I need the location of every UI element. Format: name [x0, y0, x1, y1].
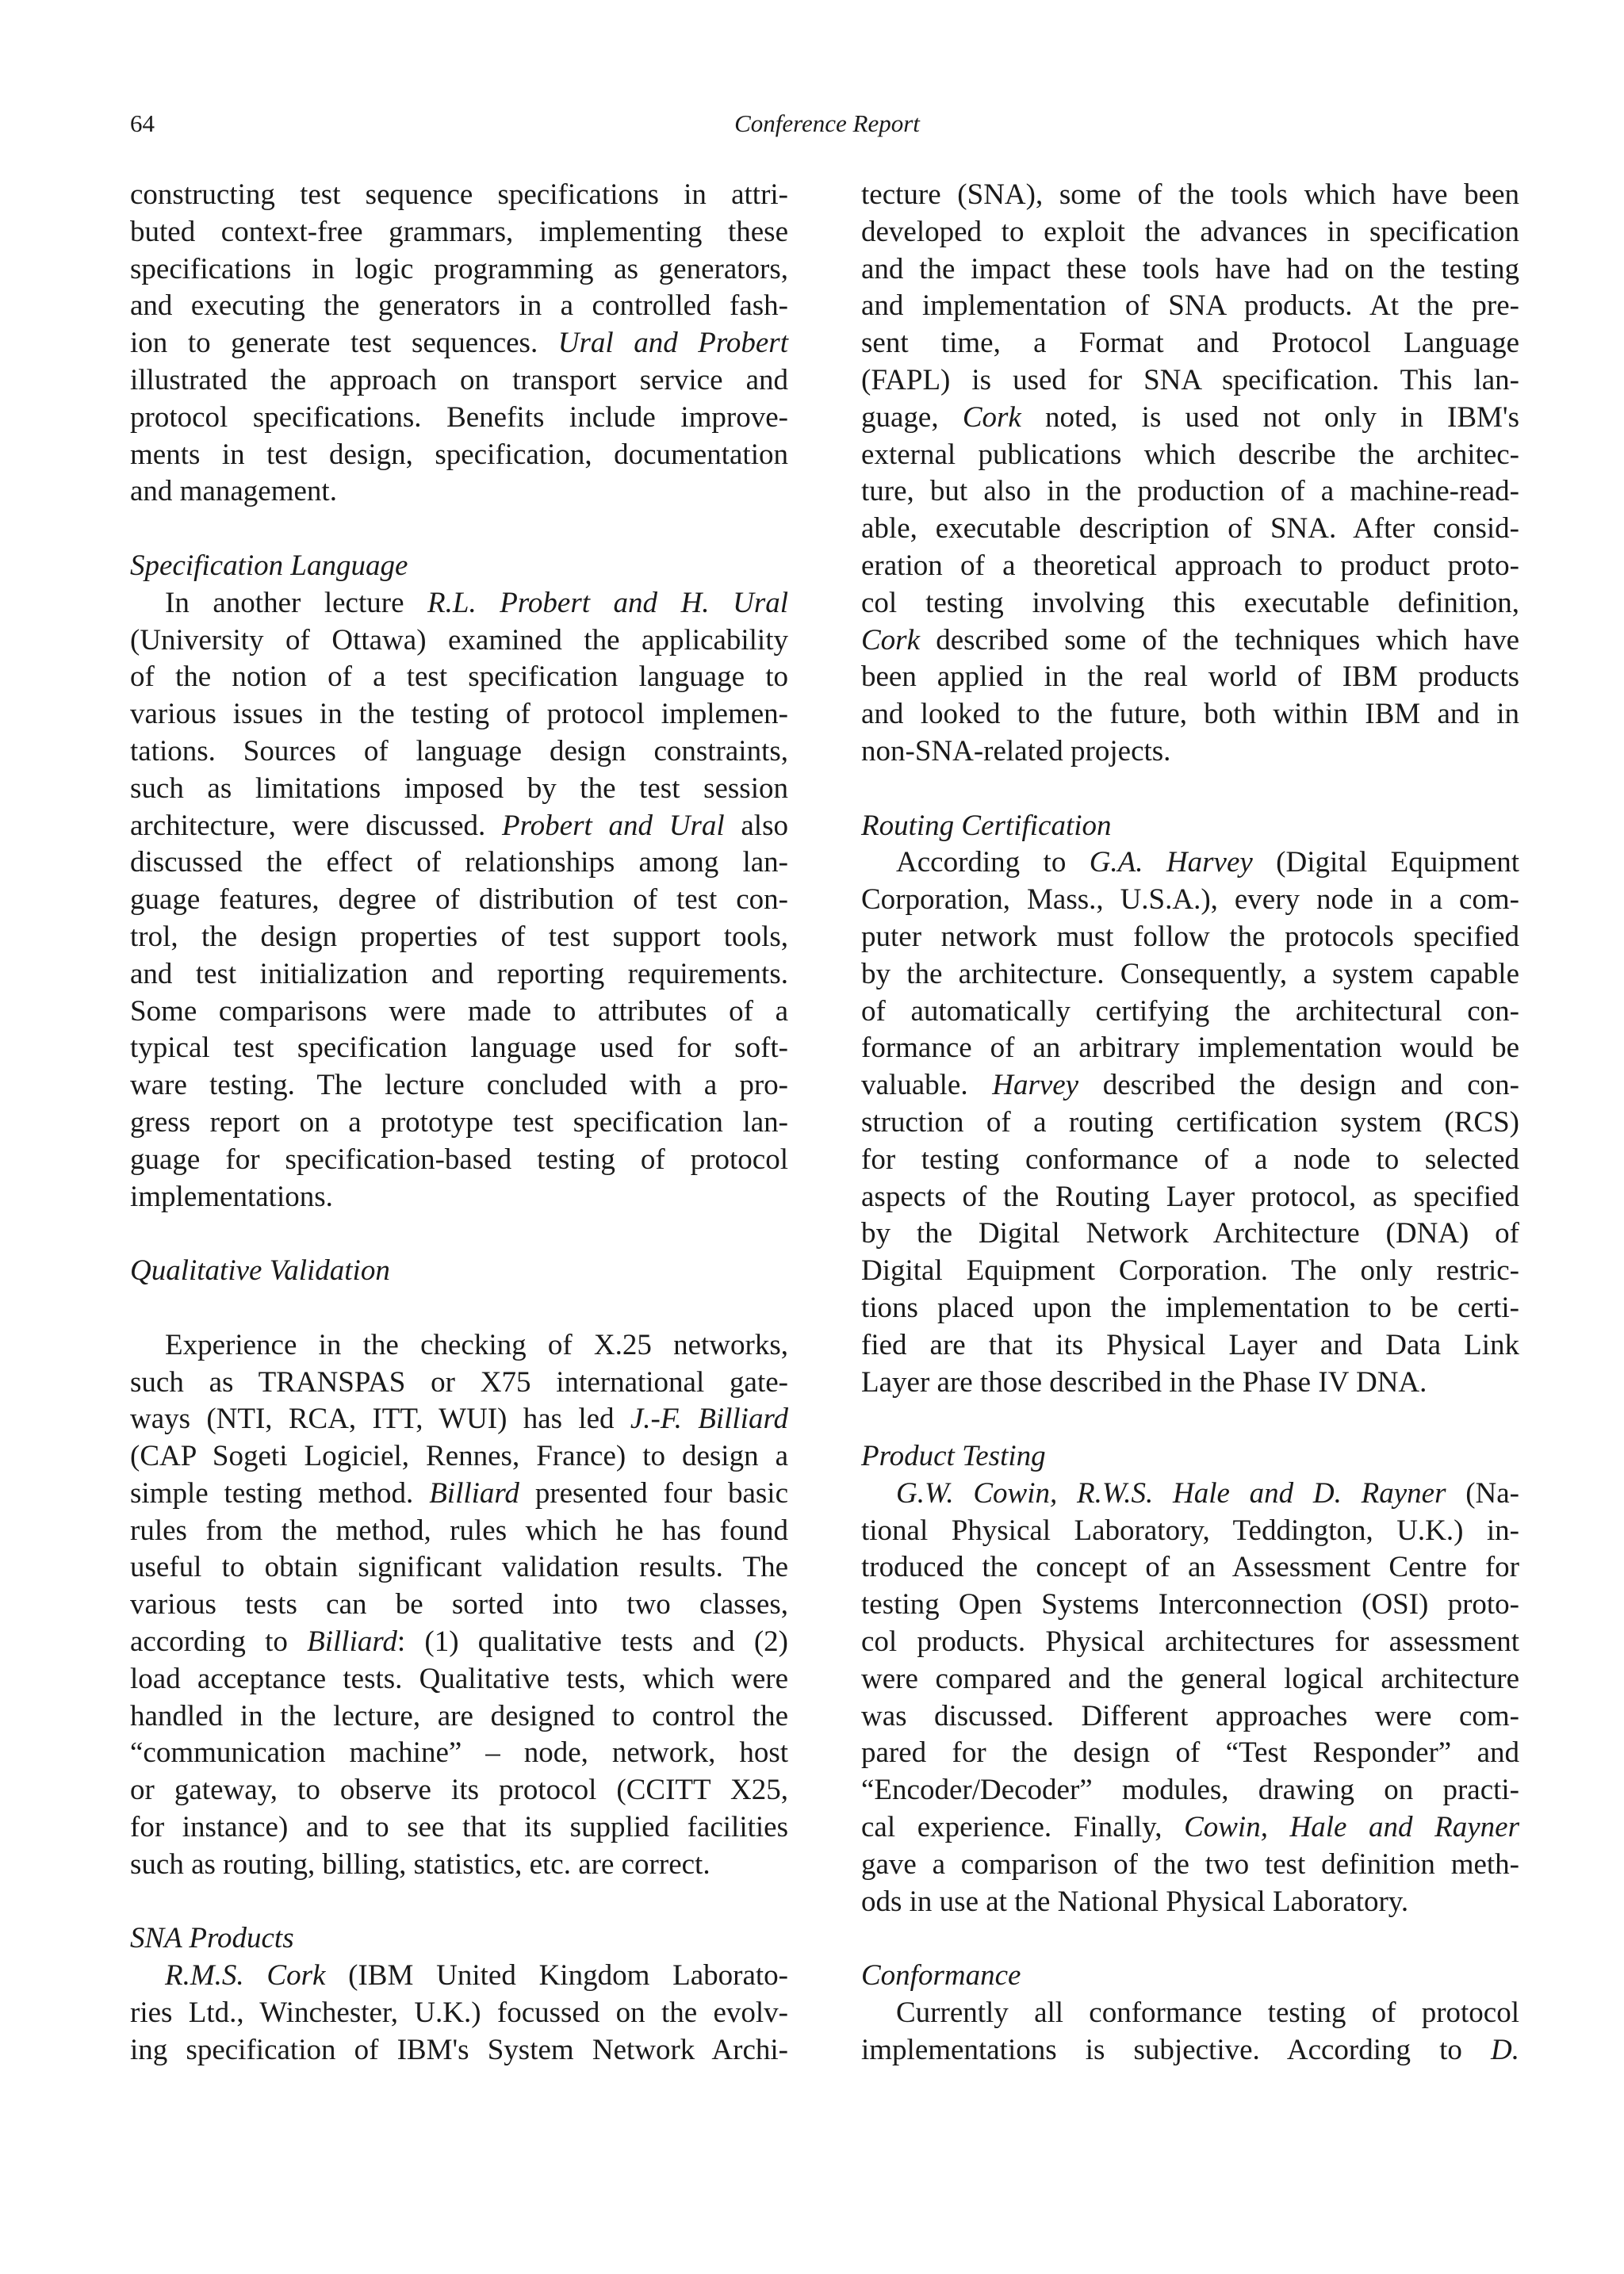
text-run: such as TRANSPAS or X75 international gate- [130, 1365, 788, 1399]
text-run: rules from the method, rules which he has found [130, 1514, 788, 1547]
text-run: valuable. [861, 1069, 993, 1102]
text-run: cal experience. Finally, [861, 1811, 1185, 1844]
section-heading: Product Testing [861, 1440, 1046, 1473]
text-run: described some of the techniques which have [920, 623, 1519, 657]
text-run: various issues in the testing of protocol implemen- [130, 698, 788, 731]
italic-name: Cork [962, 400, 1021, 434]
text-line [861, 1030, 1519, 1067]
text-run: ware testing. The lecture concluded with a pro- [130, 1069, 788, 1102]
text-line [861, 1847, 1519, 1884]
text-line [861, 548, 1519, 585]
text-line [130, 1476, 788, 1513]
text-run: Experience in the checking of X.25 networks, [165, 1328, 788, 1361]
text-line [130, 1847, 788, 1884]
text-line [130, 771, 788, 808]
text-line [861, 288, 1519, 325]
text-run: ods in use at the National Physical Laboratory. [861, 1885, 1409, 1918]
text-line [861, 1513, 1519, 1550]
paragraph [861, 844, 1519, 1401]
text-line [861, 1809, 1519, 1847]
text-line [861, 585, 1519, 622]
text-line [130, 2032, 788, 2069]
text-run: and the impact these tools have had on the testing [861, 252, 1519, 285]
text-line [130, 1401, 788, 1438]
italic-name: R.M.S. Cork [165, 1959, 326, 1993]
section-heading: Qualitative Validation [130, 1254, 390, 1288]
text-run: ture, but also in the production of a machine-read- [861, 475, 1519, 508]
text-line [861, 177, 1519, 214]
text-run: constructing test sequence specifications in attri- [130, 178, 788, 211]
text-run: and executing the generators in a controlled fash- [130, 289, 788, 323]
text-line [861, 993, 1519, 1031]
text-run: able, executable description of SNA. After consid- [861, 512, 1519, 546]
text-run: ments in test design, specification, documentation [130, 438, 788, 471]
text-line [861, 214, 1519, 251]
text-line [130, 400, 788, 437]
text-run: Layer are those described in the Phase IV DNA. [861, 1365, 1427, 1399]
section-heading: Conformance [861, 1959, 1021, 1993]
text-run: implementations. [130, 1180, 333, 1213]
text-line [861, 1772, 1519, 1809]
text-run: various tests can be sorted into two classes, [130, 1588, 788, 1621]
text-run: (CAP Sogeti Logiciel, Rennes, France) to design a [130, 1440, 788, 1473]
text-run: such as routing, billing, statistics, etc. are correct. [130, 1847, 710, 1881]
italic-name: R.L. Probert and H. Ural [427, 586, 788, 619]
text-line [861, 1549, 1519, 1587]
text-run: tional Physical Laboratory, Teddington, U.K.) in- [861, 1514, 1519, 1547]
text-line [130, 1549, 788, 1587]
paragraph [861, 1995, 1519, 2069]
text-run: for instance) and to see that its supplied facilities [130, 1811, 788, 1844]
text-line [861, 1476, 1519, 1513]
text-line [130, 325, 788, 362]
text-run: Currently all conformance testing of protocol [896, 1996, 1519, 2030]
text-line [130, 1661, 788, 1698]
text-run: aspects of the Routing Layer protocol, as specified [861, 1180, 1519, 1213]
text-run: “communication machine” – node, network, host [130, 1736, 788, 1770]
text-run: troduced the concept of an Assessment Centre for [861, 1551, 1519, 1584]
right-column [861, 177, 1519, 2069]
text-run: fied are that its Physical Layer and Data Link [861, 1328, 1519, 1361]
text-run: guage, [861, 400, 963, 434]
text-line [861, 473, 1519, 511]
text-line [861, 1179, 1519, 1216]
paragraph [130, 585, 788, 1216]
text-line [130, 1772, 788, 1809]
text-run: gave a comparison of the two test definition meth- [861, 1847, 1519, 1881]
text-run: gress report on a prototype test specification lan- [130, 1105, 788, 1139]
text-run: struction of a routing certification system (RCS) [861, 1105, 1519, 1139]
text-run: “Encoder/Decoder” modules, drawing on practi- [861, 1774, 1519, 1807]
italic-name: Cowin, Hale and Rayner [1184, 1811, 1519, 1844]
text-run: was discussed. Different approaches were com- [861, 1699, 1519, 1732]
text-run: testing Open Systems Interconnection (OSI) proto- [861, 1588, 1519, 1621]
text-line [130, 1513, 788, 1550]
text-run: (University of Ottawa) examined the applicability [130, 623, 788, 657]
text-line [861, 622, 1519, 660]
text-line [130, 473, 788, 511]
text-run: ion to generate test sequences. [130, 327, 558, 360]
text-line [130, 585, 788, 622]
text-line [130, 1809, 788, 1847]
text-line [861, 733, 1519, 771]
text-run: col testing involving this executable definition, [861, 586, 1519, 619]
section-heading: Routing Certification [861, 809, 1112, 842]
italic-name: Harvey [992, 1069, 1079, 1102]
text-run: ways (NTI, RCA, ITT, WUI) has led [130, 1403, 630, 1436]
running-head: Conference Report [734, 109, 920, 137]
text-line [861, 511, 1519, 548]
text-run: or gateway, to observe its protocol (CCITT X25, [130, 1774, 788, 1807]
text-line [861, 1661, 1519, 1698]
text-run: (FAPL) is used for SNA specification. This lan- [861, 363, 1519, 396]
text-line [861, 1884, 1519, 1921]
text-run: (Digital Equipment [1252, 846, 1519, 879]
text-run: eration of a theoretical approach to product proto- [861, 549, 1519, 582]
text-line [130, 251, 788, 289]
text-line [130, 288, 788, 325]
text-line [130, 1327, 788, 1365]
text-line [130, 919, 788, 956]
text-line [130, 1735, 788, 1772]
text-line [130, 214, 788, 251]
text-run: external publications which describe the architec- [861, 438, 1519, 471]
paragraph [130, 177, 788, 511]
text-run: formance of an arbitrary implementation would be [861, 1032, 1519, 1065]
text-run: architecture, were discussed. [130, 809, 503, 842]
section-heading: Specification Language [130, 549, 408, 582]
text-run: useful to obtain significant validation results. The [130, 1551, 788, 1584]
text-run: according to [130, 1625, 308, 1659]
text-run: and implementation of SNA products. At the pre- [861, 289, 1519, 323]
text-run: (IBM United Kingdom Laborato- [325, 1959, 788, 1993]
text-run: protocol specifications. Benefits include improve- [130, 400, 788, 434]
text-line [861, 1067, 1519, 1104]
text-line [130, 882, 788, 919]
text-run: tecture (SNA), some of the tools which have been [861, 178, 1519, 211]
text-line [130, 362, 788, 400]
text-line [861, 1142, 1519, 1179]
italic-name: Cork [861, 623, 920, 657]
text-line [861, 844, 1519, 882]
text-line [861, 1735, 1519, 1772]
text-run: load acceptance tests. Qualitative tests, which were [130, 1662, 788, 1695]
italic-name: Ural and Probert [557, 327, 788, 360]
text-line [130, 1587, 788, 1624]
text-run: for testing conformance of a node to selected [861, 1143, 1519, 1176]
text-line [861, 251, 1519, 289]
text-line [861, 882, 1519, 919]
text-line [861, 1698, 1519, 1736]
text-line [130, 1142, 788, 1179]
text-line [130, 437, 788, 474]
text-run: : (1) qualitative tests and (2) [396, 1625, 788, 1659]
text-run: In another lecture [165, 586, 428, 619]
text-line [130, 1624, 788, 1661]
text-line [130, 844, 788, 882]
text-line [861, 956, 1519, 993]
text-run: (Na- [1446, 1476, 1519, 1510]
text-run: ries Ltd., Winchester, U.K.) focussed on the evolv- [130, 1996, 788, 2030]
section-heading: SNA Products [130, 1922, 294, 1955]
text-line [861, 400, 1519, 437]
italic-name: J.-F. Billiard [630, 1403, 788, 1436]
text-line [861, 1587, 1519, 1624]
text-run: discussed the effect of relationships among lan- [130, 846, 788, 879]
text-run: been applied in the real world of IBM products [861, 660, 1519, 694]
text-line [130, 808, 788, 845]
text-line [861, 1215, 1519, 1253]
text-line [861, 1290, 1519, 1327]
italic-name: Probert and Ural [502, 809, 725, 842]
text-run: and management. [130, 475, 337, 508]
text-line [130, 1995, 788, 2032]
text-run: simple testing method. [130, 1476, 430, 1510]
paragraph [130, 1327, 788, 1884]
text-run: were compared and the general logical architecture [861, 1662, 1519, 1695]
text-run: guage features, degree of distribution of test con- [130, 883, 788, 917]
text-run: also [724, 809, 788, 842]
text-run: presented four basic [519, 1476, 788, 1510]
paragraph [130, 1958, 788, 2069]
text-run: Corporation, Mass., U.S.A.), every node in a com- [861, 883, 1519, 917]
text-line [130, 622, 788, 660]
text-line [861, 325, 1519, 362]
text-line [130, 733, 788, 771]
text-run: puter network must follow the protocols specified [861, 920, 1519, 953]
text-line [130, 1030, 788, 1067]
text-run: and test initialization and reporting requirements. [130, 957, 788, 990]
text-line [130, 1365, 788, 1402]
italic-name: Billiard [429, 1476, 519, 1510]
paragraph [861, 177, 1519, 771]
text-run: noted, is used not only in IBM's [1021, 400, 1519, 434]
text-line [130, 1179, 788, 1216]
text-run: by the Digital Network Architecture (DNA) of [861, 1217, 1519, 1250]
text-run: tions placed upon the implementation to be certi- [861, 1291, 1519, 1324]
text-run: typical test specification language used for soft- [130, 1032, 788, 1065]
text-line [130, 1067, 788, 1104]
text-run: of automatically certifying the architectural con- [861, 994, 1519, 1028]
text-line [130, 1104, 788, 1142]
text-line [861, 1253, 1519, 1290]
text-line [130, 659, 788, 696]
text-run: sent time, a Format and Protocol Language [861, 327, 1519, 360]
text-run: and looked to the future, both within IBM and in [861, 698, 1519, 731]
text-run: According to [896, 846, 1090, 879]
text-run: developed to exploit the advances in specification [861, 215, 1519, 248]
text-run: such as limitations imposed by the test session [130, 771, 788, 805]
text-run: Digital Equipment Corporation. The only restric- [861, 1254, 1519, 1288]
text-line [130, 1698, 788, 1736]
text-line [861, 1365, 1519, 1402]
text-run: buted context-free grammars, implementing these [130, 215, 788, 248]
text-run: by the architecture. Consequently, a system capable [861, 957, 1519, 990]
italic-name: G.W. Cowin, R.W.S. Hale and D. Rayner [896, 1476, 1446, 1510]
text-run: of the notion of a test specification language to [130, 660, 788, 694]
text-run: Some comparisons were made to attributes of a [130, 994, 788, 1028]
text-line [861, 919, 1519, 956]
italic-name: Billiard [307, 1625, 397, 1659]
text-line [130, 177, 788, 214]
text-line [861, 2032, 1519, 2069]
text-run: ing specification of IBM's System Network Archi- [130, 2033, 788, 2066]
page-number: 64 [130, 109, 155, 137]
text-line [130, 1958, 788, 1995]
text-run: specifications in logic programming as generators, [130, 252, 788, 285]
text-line [861, 1624, 1519, 1661]
text-line [861, 1327, 1519, 1365]
text-run: tations. Sources of language design constraints, [130, 734, 788, 768]
text-line [130, 956, 788, 993]
text-run: non-SNA-related projects. [861, 734, 1171, 768]
text-run: implementations is subjective. According to [861, 2033, 1492, 2066]
text-line [861, 1104, 1519, 1142]
text-line [861, 659, 1519, 696]
italic-name: D. [1491, 2033, 1519, 2066]
text-line [861, 696, 1519, 733]
text-line [861, 362, 1519, 400]
text-line [861, 437, 1519, 474]
text-run: col products. Physical architectures for assessment [861, 1625, 1519, 1659]
text-line [130, 993, 788, 1031]
left-column [130, 177, 788, 2069]
text-run: described the design and con- [1078, 1069, 1519, 1102]
text-run: pared for the design of “Test Responder” and [861, 1736, 1519, 1770]
text-line [130, 1438, 788, 1476]
text-run: trol, the design properties of test support tools, [130, 920, 788, 953]
italic-name: G.A. Harvey [1089, 846, 1253, 879]
text-run: handled in the lecture, are designed to control the [130, 1699, 788, 1732]
text-line [130, 696, 788, 733]
text-line [861, 1995, 1519, 2032]
text-run: illustrated the approach on transport service and [130, 363, 788, 396]
text-run: guage for specification-based testing of protocol [130, 1143, 788, 1176]
paragraph [861, 1476, 1519, 1921]
